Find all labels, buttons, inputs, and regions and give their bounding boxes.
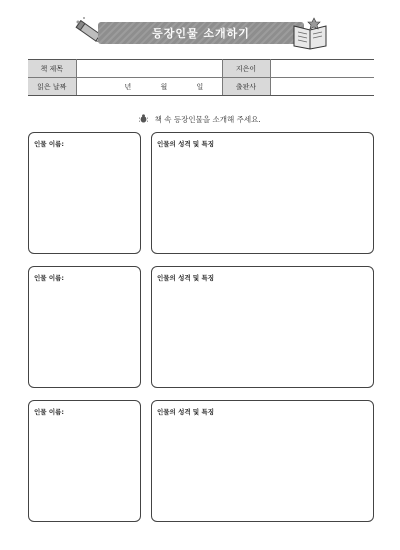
character-traits-label: 인물의 성격 및 특징 — [157, 140, 215, 148]
character-traits-box-2[interactable] — [151, 266, 374, 388]
instruction — [0, 114, 400, 125]
publisher-field[interactable] — [270, 78, 374, 96]
read-date-field[interactable] — [76, 78, 222, 96]
author-field[interactable] — [270, 60, 374, 78]
book-title-label: 책 제목 — [28, 60, 76, 78]
instruction-text: 책 속 등장인물을 소개해 주세요. — [154, 115, 261, 124]
publisher-label: 출판사 — [222, 78, 270, 96]
book-title-field[interactable] — [76, 60, 222, 78]
year-unit: 년 — [124, 83, 132, 91]
day-unit: 일 — [196, 83, 204, 91]
author-label: 지은이 — [222, 60, 270, 78]
character-name-label: 인물 이름: — [34, 408, 64, 416]
character-traits-box-1[interactable] — [151, 132, 374, 254]
book-info-table — [28, 59, 374, 96]
read-date-label: 읽은 날짜 — [28, 78, 76, 96]
month-unit: 월 — [160, 83, 168, 91]
character-traits-label: 인물의 성격 및 특징 — [157, 274, 215, 282]
page-title: 등장인물 소개하기 — [152, 27, 250, 40]
character-traits-box-3[interactable] — [151, 400, 374, 522]
character-name-label: 인물 이름: — [34, 274, 64, 282]
character-name-box-1[interactable] — [28, 132, 141, 254]
book-icon — [290, 16, 330, 50]
character-traits-label: 인물의 성격 및 특징 — [157, 408, 215, 416]
character-name-box-3[interactable] — [28, 400, 141, 522]
table-row — [28, 60, 374, 78]
bug-icon — [139, 114, 148, 123]
title-bar — [98, 22, 304, 44]
table-row — [28, 78, 374, 96]
character-name-box-2[interactable] — [28, 266, 141, 388]
title-banner — [70, 14, 330, 50]
character-name-label: 인물 이름: — [34, 140, 64, 148]
